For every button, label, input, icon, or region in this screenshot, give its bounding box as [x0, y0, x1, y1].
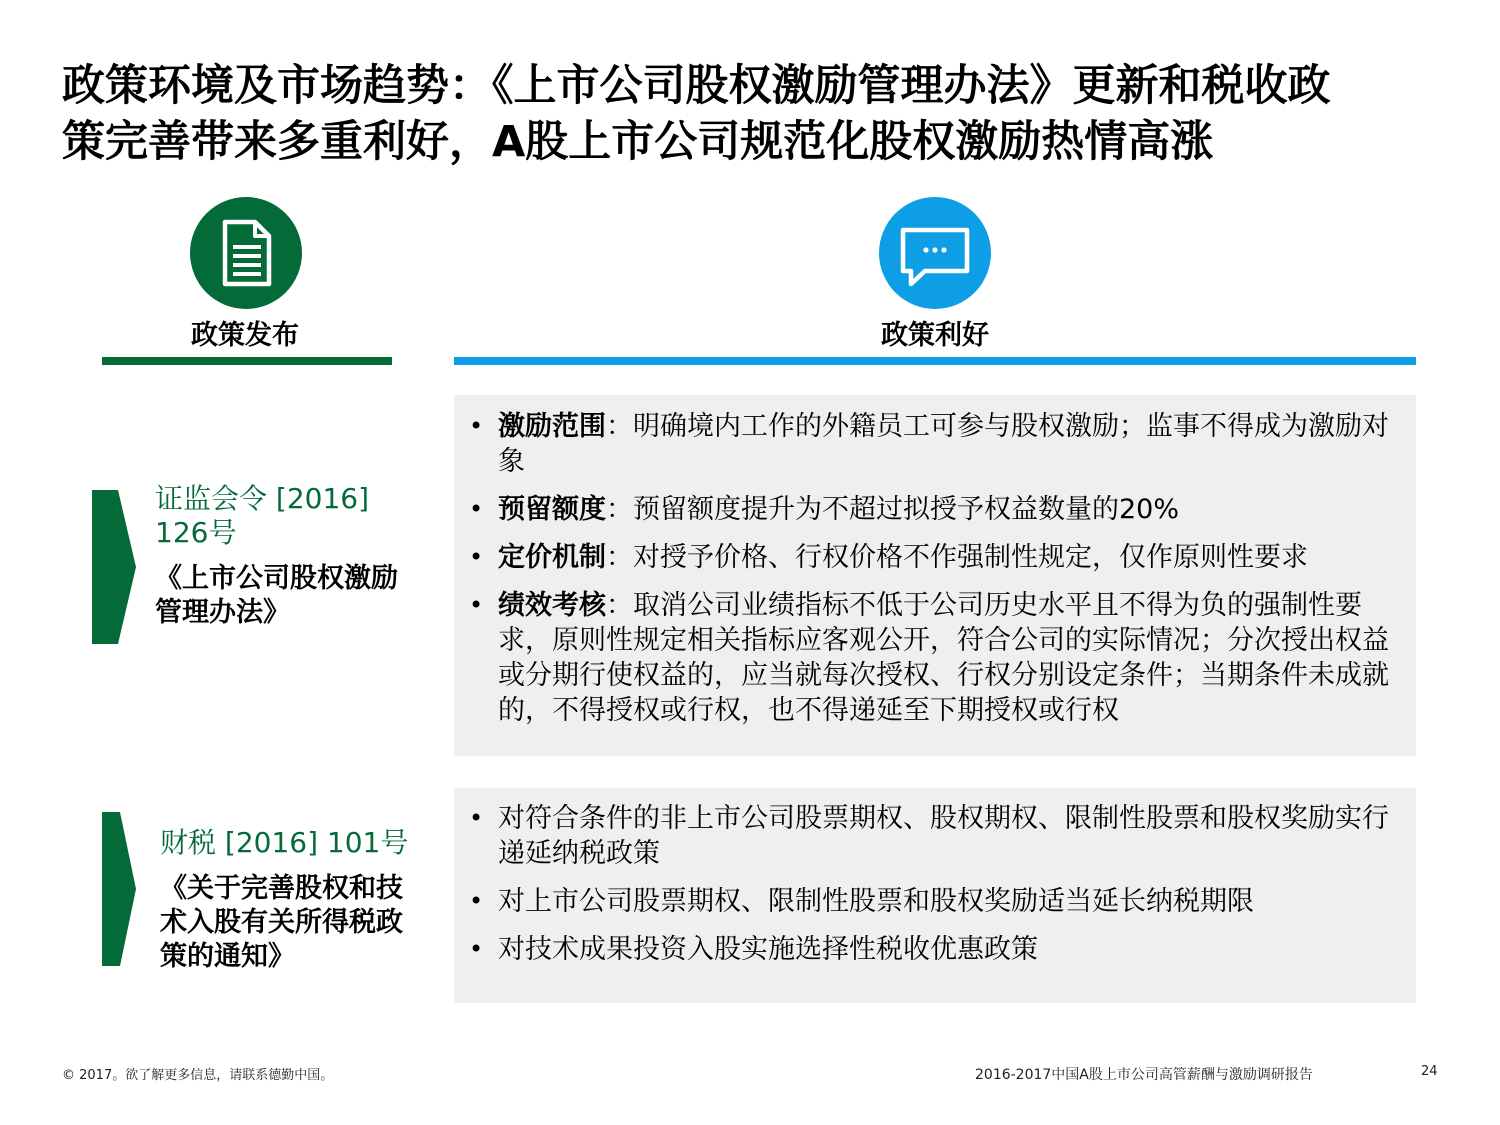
bullet-text: ：明确境内工作的外籍员工可参与股权激励；监事不得成为激励对象 [498, 411, 1389, 477]
policy-name: 《上市公司股权激励管理办法》 [155, 563, 398, 628]
bullet-label: 预留额度 [498, 494, 606, 525]
list-item: • 对上市公司股票期权、限制性股票和股权奖励适当延长纳税期限 [469, 884, 1401, 919]
policy-code: 财税 [2016] 101号 [160, 826, 409, 859]
title-line-2: 策完善带来多重利好，A股上市公司规范化股权激励热情高涨 [62, 117, 1214, 167]
policy-item-tax [160, 826, 420, 974]
policy-release-badge [190, 197, 302, 309]
bullet-text: ：取消公司业绩指标不低于公司历史水平且不得为负的强制性要求，原则性规定相关指标应客观公开，符合公司的实际情况；分次授出权益或分期行使权益的，应当就每次授权、行权分别设定条件；当期条件未成就的，不得授权或行权，也不得递延至下期授权或行权 [498, 590, 1389, 726]
policy-code: 证监会令 [2016] 126号 [155, 482, 370, 549]
policy-benefit-label: 政策利好 [881, 320, 989, 351]
chevron-right-icon [92, 490, 138, 644]
bullet-label: 绩效考核 [498, 590, 606, 621]
bullet-text: ：预留额度提升为不超过拟授予权益数量的20% [606, 494, 1180, 525]
chat-bubble-icon [879, 197, 991, 309]
list-item: • 对技术成果投资入股实施选择性税收优惠政策 [469, 932, 1401, 967]
list-item [469, 409, 1401, 479]
policy-benefit-badge [879, 197, 991, 309]
list-item: • 对符合条件的非上市公司股票期权、股权期权、限制性股票和股权奖励实行递延纳税政策 [469, 801, 1401, 871]
list-item [469, 588, 1401, 728]
chevron-right-icon [102, 812, 138, 966]
document-icon [190, 197, 302, 309]
benefits-panel-csrc [454, 395, 1416, 756]
blue-divider [454, 357, 1416, 365]
title-line-1: 政策环境及市场趋势：《上市公司股权激励管理办法》更新和税收政 [62, 61, 1331, 111]
bullet-text: ：对授予价格、行权价格不作强制性规定，仅作原则性要求 [606, 542, 1308, 573]
green-divider [102, 357, 392, 365]
list-item [469, 540, 1401, 575]
policy-item-csrc [155, 482, 415, 630]
bullet-label: 激励范围 [498, 411, 606, 442]
list-item [469, 492, 1401, 527]
policy-release-label: 政策发布 [191, 320, 299, 351]
page-number: 24 [1421, 1064, 1438, 1079]
footer-report-title: 2016-2017中国A股上市公司高管薪酬与激励调研报告 [975, 1067, 1313, 1083]
policy-name: 《关于完善股权和技术入股有关所得税政策的通知》 [160, 873, 403, 972]
footer-copyright: © 2017。欲了解更多信息，请联系德勤中国。 [62, 1068, 334, 1083]
benefits-panel-tax [454, 788, 1416, 1003]
bullet-label: 定价机制 [498, 542, 606, 573]
page-title [62, 58, 1462, 170]
